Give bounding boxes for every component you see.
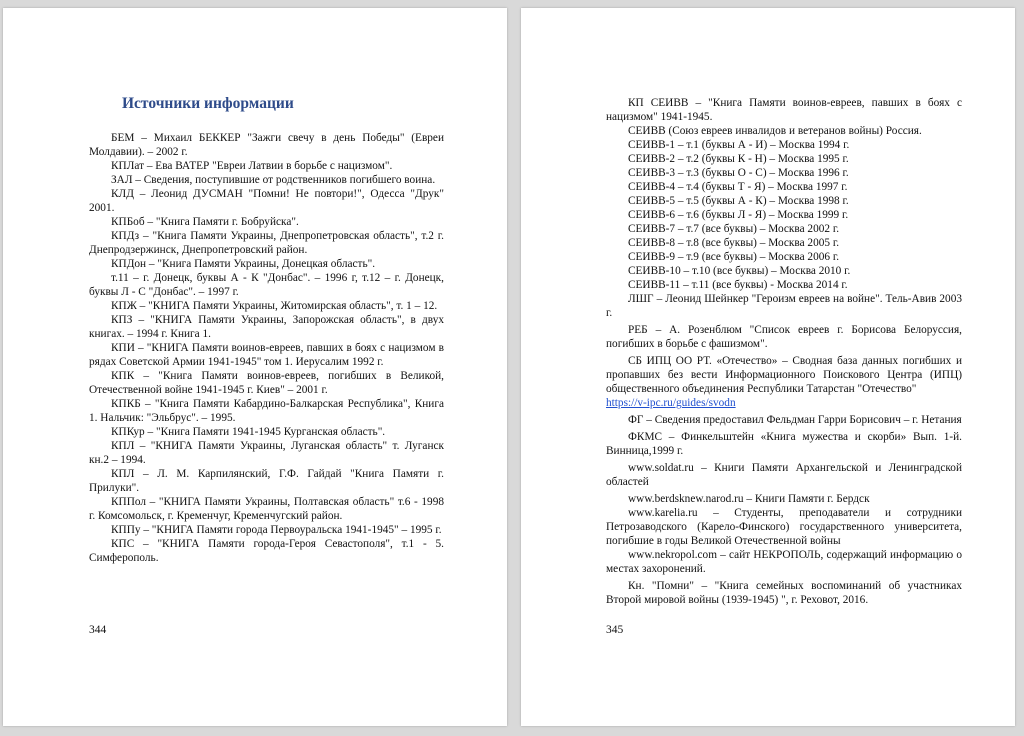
source-entry: СЕИВВ-3 – т.3 (буквы О - С) – Москва 1996 г. xyxy=(628,167,849,179)
source-entry: КППол – "КНИГА Памяти Украины, Полтавская область" т.6 - 1998 г. Комсомольск, г. Кременчуг, Кременчугский район. xyxy=(89,496,444,522)
source-link[interactable]: https://v-ipc.ru/guides/svodn xyxy=(606,397,736,409)
page-number: 345 xyxy=(606,624,624,636)
source-entry: КПКур – "Книга Памяти 1941-1945 Курганская область". xyxy=(111,426,386,438)
source-entry: БЕМ – Михаил БЕККЕР "Зажги свечу в день Победы" (Евреи Молдавии). – 2002 г. xyxy=(89,132,444,158)
page-title: Источники информации xyxy=(122,95,294,112)
source-entry: www.soldat.ru – Книги Памяти Архангельской и Ленинградской областей xyxy=(606,462,962,488)
source-entry: СЕИВВ-9 – т.9 (все буквы) – Москва 2006 г. xyxy=(628,251,840,263)
source-entry: СЕИВВ-5 – т.5 (буквы А - К) – Москва 1998 г. xyxy=(628,195,849,207)
source-entry: КПДз – "Книга Памяти Украины, Днепропетровская область", т.2 г. Днепродзержинск, Днепропетровский район. xyxy=(89,230,444,256)
source-entry: КПДон – "Книга Памяти Украины, Донецкая область". xyxy=(111,258,376,270)
right-page xyxy=(521,8,1015,726)
source-entry: КПС – "КНИГА Памяти города-Героя Севастополя", т.1 - 5. Симферополь. xyxy=(89,538,444,564)
source-entry: т.11 – г. Донецк, буквы А - К "Донбас". – 1996 г, т.12 – г. Донецк, буквы Л - С "Донбас". – 1997 г. xyxy=(89,272,444,298)
source-entry: СЕИВВ-7 – т.7 (все буквы) – Москва 2002 г. xyxy=(628,223,840,235)
source-entry: КПЗ – "КНИГА Памяти Украины, Запорожская область", в двух книгах. – 1994 г. Книга 1. xyxy=(89,314,444,340)
source-entry: СЕИВВ-11 – т.11 (все буквы) - Москва 2014 г. xyxy=(628,279,848,291)
source-entry: СЕИВВ (Союз евреев инвалидов и ветеранов войны) Россия. xyxy=(628,125,922,137)
source-entry: СЕИВВ-4 – т.4 (буквы Т - Я) – Москва 1997 г. xyxy=(628,181,848,193)
source-entry: КПЛ – "КНИГА Памяти Украины, Луганская область" т. Луганск кн.2 – 1994. xyxy=(89,440,444,466)
source-entry: Кн. "Помни" – "Книга семейных воспоминаний об участниках Второй мировой войны (1939-1945) ", г. Реховот, 2016. xyxy=(606,580,962,606)
source-entry: www.karelia.ru – Студенты, преподаватели и сотрудники Петрозаводского (Карело-Финского) государственного университета, погибшие в годы Великой Отечественной войны xyxy=(606,507,962,547)
source-entry: КПКБ – "Книга Памяти Кабардино-Балкарская Республика", Книга 1. Нальчик: "Эльбрус". – 1995. xyxy=(89,398,444,424)
source-entry: СЕИВВ-6 – т.6 (буквы Л - Я) – Москва 1999 г. xyxy=(628,209,849,221)
source-entry: СЕИВВ-8 – т.8 (все буквы) – Москва 2005 г. xyxy=(628,237,840,249)
source-entry: СЕИВВ-10 – т.10 (все буквы) – Москва 2010 г. xyxy=(628,265,851,277)
source-entry: ФКМС – Финкельштейн «Книга мужества и скорби» Вып. 1-й. Винница,1999 г. xyxy=(606,431,962,457)
source-entry: ЛШГ – Леонид Шейнкер "Героизм евреев на войне". Тель-Авив 2003 г. xyxy=(606,293,962,319)
source-entry: www.berdsknew.narod.ru – Книги Памяти г. Бердск xyxy=(628,493,870,505)
source-entry: КПИ – "КНИГА Памяти воинов-евреев, павших в боях с нацизмом в рядах Советской Армии 1941-1945" том 1. Иерусалим 1992 г. xyxy=(89,342,444,368)
source-entry: www.nekropol.com – сайт НЕКРОПОЛЬ, содержащий информацию о местах захоронений. xyxy=(606,549,962,575)
source-entry: КПЛ – Л. М. Карпилянский, Г.Ф. Гайдай "Книга Памяти г. Прилуки". xyxy=(89,468,444,494)
source-entry: СЕИВВ-2 – т.2 (буквы К - Н) – Москва 1995 г. xyxy=(628,153,849,165)
left-page xyxy=(3,8,507,726)
source-entry: КПЛат – Ева ВАТЕР "Евреи Латвии в борьбе с нацизмом". xyxy=(111,160,393,172)
source-entry: СБ ИПЦ ОО РТ. «Отечество» – Сводная база данных погибших и пропавших без вести Информационного Поискового Центра (ИПЦ) общественного объединения Республики Татарстан "Отечество" xyxy=(606,355,962,395)
source-entry: КПК – "Книга Памяти воинов-евреев, погибших в Великой, Отечественной войне 1941-1945 г. Киев" – 2001 г. xyxy=(89,370,444,396)
source-entry: ЗАЛ – Сведения, поступившие от родственников погибшего воина. xyxy=(111,174,436,186)
left-entries xyxy=(89,131,444,565)
source-entry: КППу – "КНИГА Памяти города Первоуральска 1941-1945" – 1995 г. xyxy=(111,524,442,536)
source-entry: ФГ – Сведения предоставил Фельдман Гарри Борисович – г. Нетания xyxy=(628,414,962,426)
source-entry: КПБоб – "Книга Памяти г. Бобруйска". xyxy=(111,216,299,228)
right-entries xyxy=(606,96,962,607)
page-number: 344 xyxy=(89,624,107,636)
link-line xyxy=(606,396,962,410)
source-entry: СЕИВВ-1 – т.1 (буквы А - И) – Москва 1994 г. xyxy=(628,139,850,151)
source-entry: РЕБ – А. Розенблюм "Список евреев г. Борисова Белоруссия, погибших в борьбе с фашизмом". xyxy=(606,324,962,350)
source-entry: КП СЕИВВ – "Книга Памяти воинов-евреев, павших в боях с нацизмом" 1941-1945. xyxy=(606,97,962,123)
source-entry: КЛД – Леонид ДУСМАН "Помни! Не повтори!", Одесса "Друк" 2001. xyxy=(89,188,444,214)
source-entry: КПЖ – "КНИГА Памяти Украины, Житомирская область", т. 1 – 12. xyxy=(111,300,438,312)
